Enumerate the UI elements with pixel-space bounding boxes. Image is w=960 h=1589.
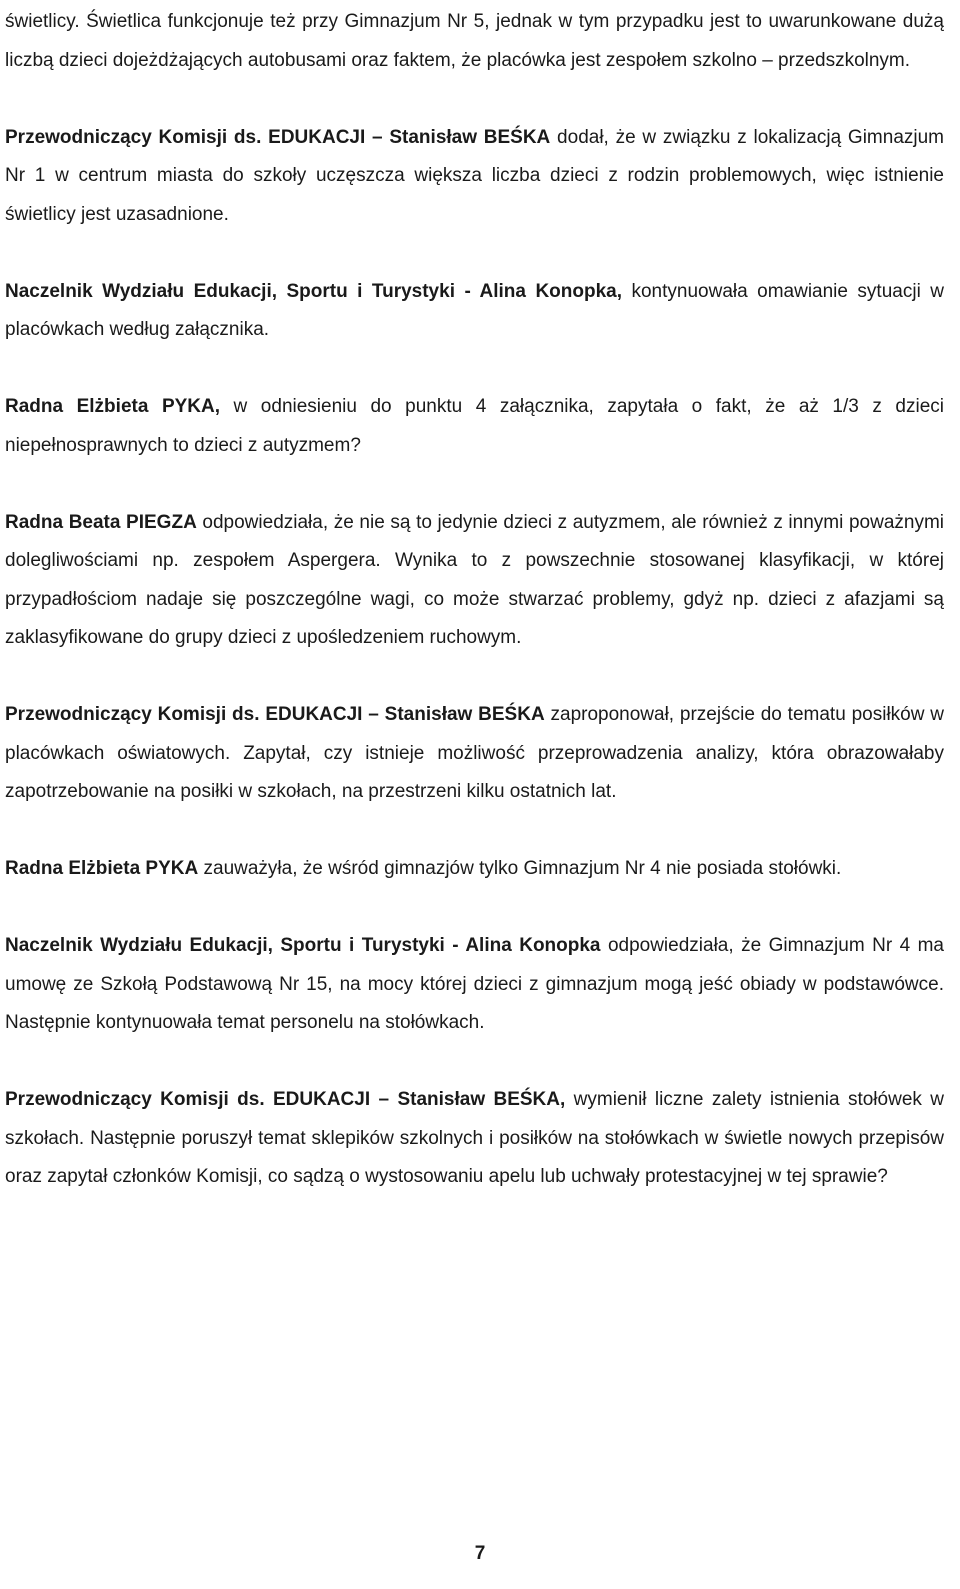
paragraph-text: w odniesieniu do punktu 4 załącznika, zapytała o fakt, że aż 1/3 z dzieci niepełnosprawnych to dzieci z autyzmem?: [5, 396, 944, 456]
paragraph: [5, 504, 944, 658]
paragraph: [5, 1081, 944, 1197]
paragraph-text: dodał, że w związku z lokalizacją Gimnazjum Nr 1 w centrum miasta do szkoły uczęszcza większa liczba dzieci z rodzin problemowych, więc istnienie świetlicy jest uzasadnione.: [5, 126, 945, 225]
paragraph-text: wymienił liczne zalety istnienia stołówek w szkołach. Następnie poruszył temat sklepików szkolnych i posiłków na stołówkach w świetle nowych przepisów oraz zapytał członków Komisji, co sądzą o wystosowaniu apelu lub uchwały protestacyjnej w tej sprawie?: [5, 1089, 944, 1187]
paragraph-text: zaproponował, przejście do tematu posiłków w placówkach oświatowych. Zapytał, czy istnieje możliwość przeprowadzenia analizy, która obrazowałaby zapotrzebowanie na posiłki w szkołach, na przestrzeni kilku ostatnich lat.: [5, 704, 945, 802]
paragraph: [5, 696, 944, 812]
paragraph: [5, 119, 944, 235]
paragraph-text: odpowiedziała, że nie są to jedynie dzieci z autyzmem, ale również z innymi poważnymi dolegliwościami np. zespołem Aspergera. Wynika to z powszechnie stosowanej klasyfikacji, w której przypadłościom nadaje się poszczególne wagi, co może stwarzać problemy, gdyż np. dzieci z afazjami są zaklasyfikowane do grupy dzieci z upośledzeniem ruchowym.: [5, 511, 944, 648]
speaker-name: Naczelnik Wydziału Edukacji, Sportu i Turystyki - Alina Konopka,: [5, 280, 623, 302]
paragraph-text: kontynuowała omawianie sytuacji w placówkach według załącznika.: [5, 280, 944, 340]
paragraph: [5, 3, 944, 80]
paragraph-text: zauważyła, że wśród gimnazjów tylko Gimnazjum Nr 4 nie posiada stołówki.: [198, 858, 842, 879]
speaker-name: Przewodniczący Komisji ds. EDUKACJI – Stanisław BEŚKA,: [5, 1089, 566, 1110]
speaker-name: Radna Elżbieta PYKA,: [5, 396, 221, 417]
speaker-name: Radna Beata PIEGZA: [5, 511, 197, 533]
speaker-name: Przewodniczący Komisji ds. EDUKACJI – Stanisław BEŚKA: [5, 704, 545, 725]
paragraph: [5, 273, 944, 350]
page-number: 7: [474, 1543, 486, 1564]
paragraph: [5, 927, 944, 1043]
speaker-name: Przewodniczący Komisji ds. EDUKACJI – Stanisław BEŚKA: [5, 126, 551, 148]
speaker-name: Radna Elżbieta PYKA: [5, 858, 199, 879]
document-page: [5, 3, 944, 1235]
speaker-name: Naczelnik Wydziału Edukacji, Sportu i Turystyki - Alina Konopka: [5, 935, 601, 956]
paragraph: [5, 850, 944, 889]
paragraph-text: świetlicy. Świetlica funkcjonuje też przy Gimnazjum Nr 5, jednak w tym przypadku jest to uwarunkowane dużą liczbą dzieci dojeżdżających autobusami oraz faktem, że placówka jest zespołem szkolno – przedszkolnym.: [5, 11, 944, 71]
paragraph: [5, 388, 944, 465]
paragraph-text: odpowiedziała, że Gimnazjum Nr 4 ma umowę ze Szkołą Podstawową Nr 15, na mocy której dzieci z gimnazjum mogą jeść obiady w podstawówce. Następnie kontynuowała temat personelu na stołówkach.: [5, 935, 944, 1033]
